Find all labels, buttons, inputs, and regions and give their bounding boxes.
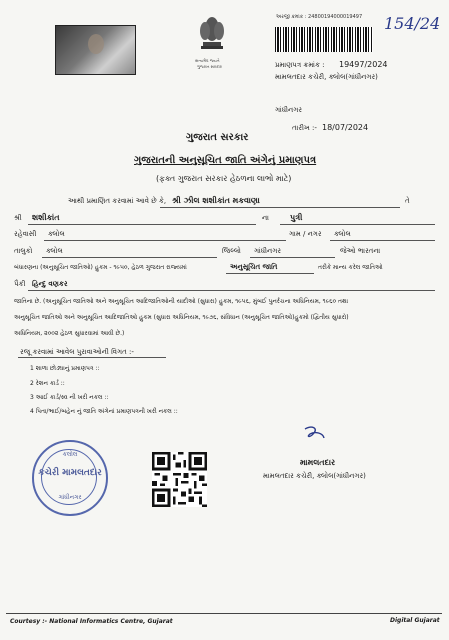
cert-number-label: પ્રમાણપત્ર ક્રમાંક :: [275, 61, 325, 69]
cert-number: 19497/2024: [339, 60, 388, 69]
date-label: તારીખ :-: [292, 124, 317, 132]
stamp-bottom-text: ગાંધીનગર: [58, 494, 82, 501]
l1-suffix: તે: [405, 197, 410, 205]
caste: હિન્દુ વણકર: [32, 280, 68, 288]
l3-prefix: રહેવાસી: [14, 230, 37, 238]
district: ગાંધીનગર: [254, 247, 281, 255]
holder-name: શ્રી ઝીલ શશીકાંત મકવાણા: [172, 196, 260, 205]
footer-courtesy: Courtesy :- National Informatics Centre, Gujarat: [10, 618, 173, 625]
office-stamp: [32, 440, 108, 516]
doc-item-1: 1 શાળા છોડ્યાનું પ્રમાણપત્ર ::: [30, 365, 100, 372]
doc-item-2: 2 રેશન કાર્ડ ::: [30, 380, 65, 387]
para-line-2: અનુસૂચિત જાતિઓ અને અનુસૂચિત આદિજાતિઓ હુકમ (સુધારા અધિનિયમ, ૧૯૭૬, સંવિધાન (અનુસૂચિત જાતિઓ)હુકમો (દ્વિતીય સુધારો): [14, 314, 349, 321]
stamp-center-text: કચેરી મામલતદાર: [38, 468, 102, 478]
father-name: શશીકાંત: [32, 213, 60, 222]
emblem-caption-1: સત્યમેવ જયતે: [195, 58, 220, 63]
l1-prefix: આથી પ્રમાણિત કરવામાં આવે છે કે,: [68, 197, 167, 205]
barcode: [275, 27, 373, 52]
signatory-title: મામલતદાર: [300, 458, 336, 467]
l4-mid: જિલ્લો: [222, 247, 241, 255]
ashoka-emblem-icon: [193, 12, 231, 56]
certificate-subtitle: (ફક્ત ગુજરાત સરકાર હેઠળના લાભો માટે): [156, 174, 292, 183]
category: અનુસૂચિત જાતિ: [230, 263, 278, 271]
emblem-caption-2: ગુજરાત સરકાર: [197, 64, 222, 69]
para-line-3: અધિનિયમ, ૨૦૦૨ હેઠળ સુધારવામાં આવી છે.): [14, 330, 125, 337]
footer-brand: Digital Gujarat: [390, 617, 440, 624]
qr-code: [152, 452, 207, 507]
place: ગાંધીનગર: [275, 106, 302, 114]
para-line-1: જાતિના છે. (અનુસૂચિત જાતિઓ અને અનુસૂચિત આદિજાતિઓની યાદીઓ (સુધારા) હુકમ, ૧૯૫૬, મુંબઈ પુનર્રચના અધિનિયમ, ૧૯૬૦ તથા: [14, 298, 349, 305]
signatory-office: મામલતદાર કચેરી, ક્લોલ(ગાંધીનગર): [263, 472, 366, 480]
gov-title: ગુજરાત સરકાર: [186, 132, 249, 143]
village: ક્લોલ: [334, 230, 351, 238]
l6-prefix: પૈકી: [14, 280, 26, 288]
l2-mid: ના: [262, 214, 269, 222]
doc-item-3: 3 આઈ કાર્ડ/સ્વ ની ખરી નકલ ::: [30, 394, 109, 401]
applicant-photo: [55, 25, 136, 75]
issuing-office: મામલતદાર કચેરી, ક્લોલ(ગાંધીનગર): [275, 73, 378, 81]
signature-mark: [302, 425, 328, 443]
l5-prefix: બંધારણના (અનુસૂચિત જાતિઓ) હુકમ - ૧૯૫૦, હેઠળ ગુજરાત રાજ્યમાં: [14, 264, 187, 271]
residence: ક્લોલ: [48, 230, 65, 238]
doc-item-4: 4 પિતા/ભાઈ/બહેન નું જાતિ અંગેનાં પ્રમાણપત્રની ખરી નકલ ::: [30, 408, 178, 415]
l2-prefix: શ્રી: [14, 214, 22, 222]
relation: પુત્રી: [290, 213, 303, 222]
handwritten-number: 154/24: [384, 14, 441, 33]
docs-title: રજૂ કરવામાં આવેલ પુરાવાઓની વિગત :-: [20, 348, 134, 356]
l4-suffix: જેઓ ભારતના: [340, 247, 381, 255]
l3-mid: ગામ / નગર: [289, 230, 322, 238]
taluka: ક્લોલ: [46, 247, 63, 255]
application-number: અરજી ક્રમાંક : 24800194000019497: [276, 14, 363, 20]
l5-suffix: તરીકે માન્ય કરેલ જાતિઓ: [318, 264, 383, 271]
l4-prefix: તાલુકો: [14, 247, 33, 255]
certificate-title: ગુજરાતની અનુસૂચિત જાતિ અંગેનું પ્રમાણપત્ર: [134, 155, 317, 166]
stamp-top-text: કલોલ: [62, 451, 78, 458]
issue-date: 18/07/2024: [322, 123, 369, 132]
